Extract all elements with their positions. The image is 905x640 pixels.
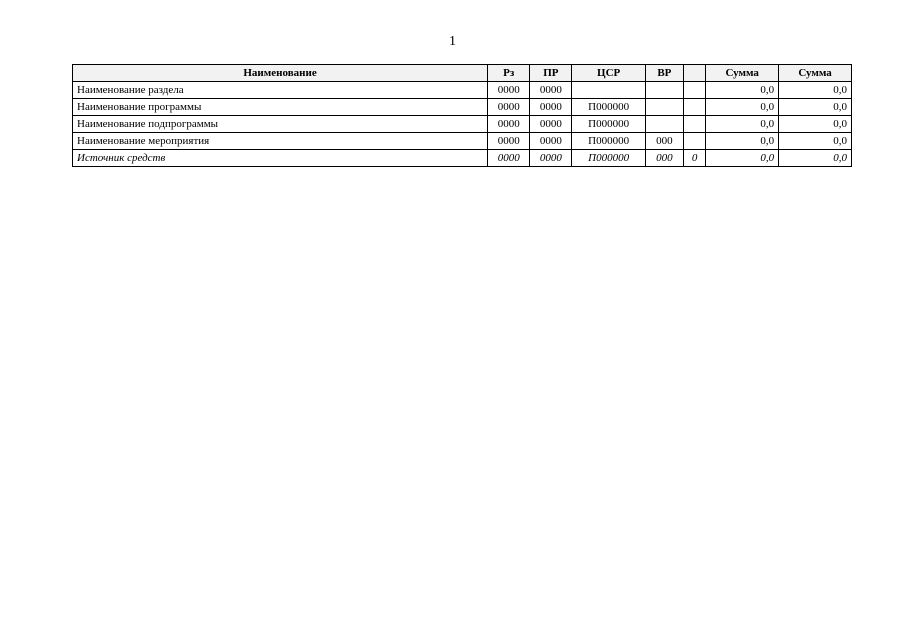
table-row bbox=[73, 150, 852, 167]
cell-amount-1: 0,0 bbox=[706, 133, 779, 150]
cell-kind bbox=[645, 99, 683, 116]
cell-amount-1: 0,0 bbox=[706, 116, 779, 133]
cell-kind: 000 bbox=[645, 150, 683, 167]
header-target: ЦСР bbox=[572, 65, 645, 82]
cell-section: 0000 bbox=[488, 150, 530, 167]
cell-subsection: 0000 bbox=[530, 82, 572, 99]
cell-amount-2: 0,0 bbox=[779, 150, 852, 167]
cell-amount-1: 0,0 bbox=[706, 82, 779, 99]
cell-subsection: 0000 bbox=[530, 150, 572, 167]
cell-target: П000000 bbox=[572, 133, 645, 150]
cell-kind bbox=[645, 116, 683, 133]
budget-table bbox=[72, 64, 852, 167]
cell-source bbox=[683, 99, 705, 116]
cell-name: Наименование подпрограммы bbox=[73, 116, 488, 133]
cell-amount-1: 0,0 bbox=[706, 99, 779, 116]
cell-section: 0000 bbox=[488, 82, 530, 99]
cell-name: Наименование программы bbox=[73, 99, 488, 116]
page-number: 1 bbox=[449, 34, 456, 49]
cell-section: 0000 bbox=[488, 99, 530, 116]
cell-name: Наименование мероприятия bbox=[73, 133, 488, 150]
cell-amount-2: 0,0 bbox=[779, 82, 852, 99]
header-kind: ВР bbox=[645, 65, 683, 82]
header-name: Наименование bbox=[73, 65, 488, 82]
header-subsection: ПР bbox=[530, 65, 572, 82]
table-header-row bbox=[73, 65, 852, 82]
table-row bbox=[73, 82, 852, 99]
cell-target: П000000 bbox=[572, 150, 645, 167]
cell-target bbox=[572, 82, 645, 99]
cell-amount-2: 0,0 bbox=[779, 99, 852, 116]
cell-kind: 000 bbox=[645, 133, 683, 150]
table-row bbox=[73, 99, 852, 116]
cell-name: Источник средств bbox=[73, 150, 488, 167]
header-source bbox=[683, 65, 705, 82]
cell-target: П000000 bbox=[572, 116, 645, 133]
cell-subsection: 0000 bbox=[530, 133, 572, 150]
table-row bbox=[73, 133, 852, 150]
cell-source bbox=[683, 133, 705, 150]
cell-target: П000000 bbox=[572, 99, 645, 116]
table-row bbox=[73, 116, 852, 133]
cell-name: Наименование раздела bbox=[73, 82, 488, 99]
cell-section: 0000 bbox=[488, 116, 530, 133]
cell-amount-2: 0,0 bbox=[779, 116, 852, 133]
cell-subsection: 0000 bbox=[530, 116, 572, 133]
cell-amount-2: 0,0 bbox=[779, 133, 852, 150]
header-section: Рз bbox=[488, 65, 530, 82]
table-body bbox=[73, 82, 852, 167]
cell-source bbox=[683, 82, 705, 99]
cell-source: 0 bbox=[683, 150, 705, 167]
cell-subsection: 0000 bbox=[530, 99, 572, 116]
cell-kind bbox=[645, 82, 683, 99]
header-amount-1: Сумма bbox=[706, 65, 779, 82]
cell-amount-1: 0,0 bbox=[706, 150, 779, 167]
cell-source bbox=[683, 116, 705, 133]
header-amount-2: Сумма bbox=[779, 65, 852, 82]
cell-section: 0000 bbox=[488, 133, 530, 150]
